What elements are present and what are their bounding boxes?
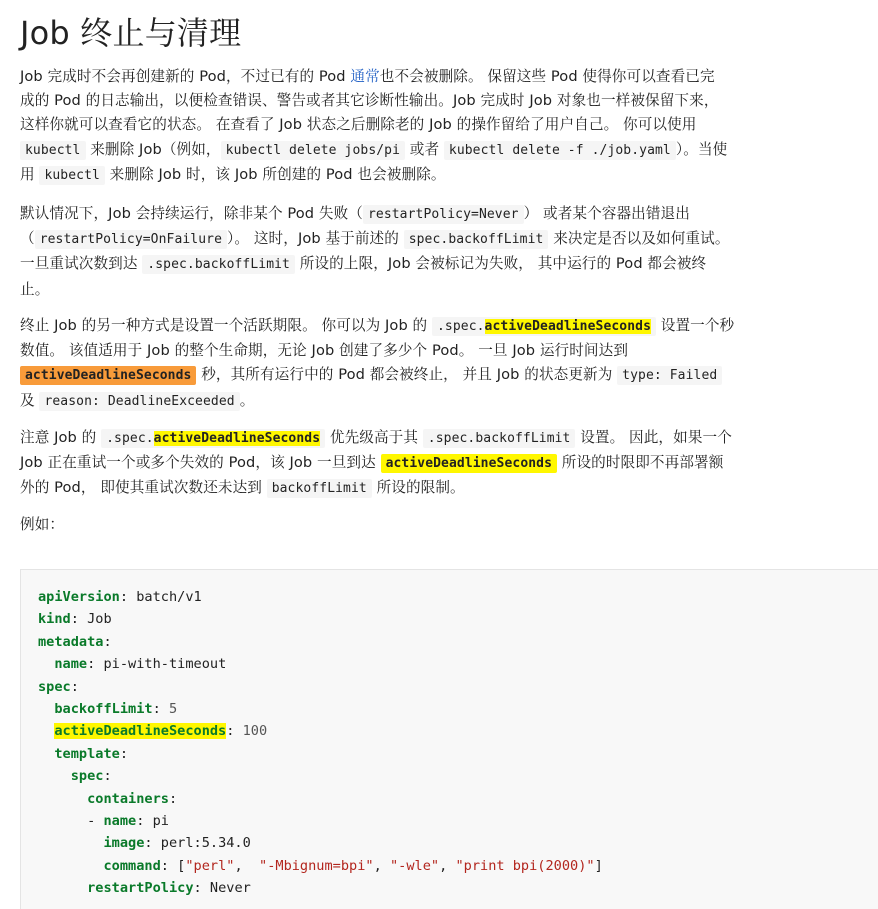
inline-code: .spec.backoffLimit <box>142 255 295 274</box>
paragraph-example: 例如： <box>20 516 65 533</box>
inline-code-highlight: activeDeadlineSeconds <box>20 366 196 385</box>
paragraph-deadline: 终止 Job 的另一种方式是设置一个活跃期限。 你可以为 Job 的 .spec.activeDeadlineSeconds 设置一个秒 数值。 该值适用于 Job 的整个生命期，无论 Job 创建了多少个 Pod。 一旦 Job 运行时间达到 activeDeadlineSeconds 秒，其所有运行中的 Pod 都会被终止， 并且 Job 的状态更新为 type: Failed 及 reason: DeadlineExceeded 。 <box>20 317 735 409</box>
inline-code: type: Failed <box>617 366 722 385</box>
inline-code: spec.backoffLimit <box>404 230 549 249</box>
inline-code: .spec.activeDeadlineSeconds <box>101 429 325 448</box>
inline-code: kubectl delete jobs/pi <box>221 141 405 160</box>
inline-code: reason: DeadlineExceeded <box>39 392 239 411</box>
paragraph-job-cleanup: Job 完成时不会再创建新的 Pod，不过已有的 Pod 通常也不会被删除。 保留这些 Pod 使得你可以查看已完 成的 Pod 的日志输出，以便检查错误、警告或者其它诊断性输出。Job 完成时 Job 对象也一样被保留下来， 这样你就可以查看它的状态。 在查看了 Job 状态之后删除老的 Job 的操作留给了用户自己。 你可以使用 kubectl 来删除 Job（例如， kubectl delete jobs/pi 或者 kubectl delete -f ./job.yaml ）。当使 用 kubectl 来删除 Job 时，该 Job 所创建的 Pod 也会被删除。 <box>20 68 728 183</box>
inline-code: kubectl <box>20 141 86 160</box>
usually-link[interactable]: 通常 <box>350 68 380 85</box>
inline-code-highlight: activeDeadlineSeconds <box>381 454 557 473</box>
inline-code: kubectl delete -f ./job.yaml <box>444 141 676 160</box>
page-title: Job 终止与清理 <box>20 14 242 52</box>
inline-code: kubectl <box>39 166 105 185</box>
paragraph-priority: 注意 Job 的 .spec.activeDeadlineSeconds 优先级高于其 .spec.backoffLimit 设置。 因此，如果一个 Job 正在重试一个或多个失效的 Pod，该 Job 一旦到达 activeDeadlineSeconds 所设的时限即不再部署额 外的 Pod， 即使其重试次数还未达到 backoffLimit 所设的限制。 <box>20 429 732 497</box>
inline-code: .spec.activeDeadlineSeconds <box>432 317 656 336</box>
inline-code: .spec.backoffLimit <box>423 429 576 448</box>
yaml-code-block[interactable]: apiVersion: batch/v1 kind: Job metadata: name: pi-with-timeout spec: backoffLimit: 5 activeDeadlineSeconds: 100 template: spec: containers: - name: pi image: perl:5.34.0 command: ["perl", "-Mbignum=bpi", "-wle", "print bpi(2000)"] restartPolicy: Never <box>20 569 878 909</box>
inline-code: backoffLimit <box>267 479 372 498</box>
inline-code: restartPolicy=Never <box>363 205 524 224</box>
paragraph-backoff: 默认情况下，Job 会持续运行，除非某个 Pod 失败（ restartPolicy=Never ） 或者某个容器出错退出 （ restartPolicy=OnFailure ）。 这时，Job 基于前述的 spec.backoffLimit 来决定是否以及如何重试。 一旦重试次数到达 .spec.backoffLimit 所设的上限，Job 会被标记为失败， 其中运行的 Pod 都会被终 止。 <box>20 205 730 298</box>
inline-code: restartPolicy=OnFailure <box>35 230 227 249</box>
